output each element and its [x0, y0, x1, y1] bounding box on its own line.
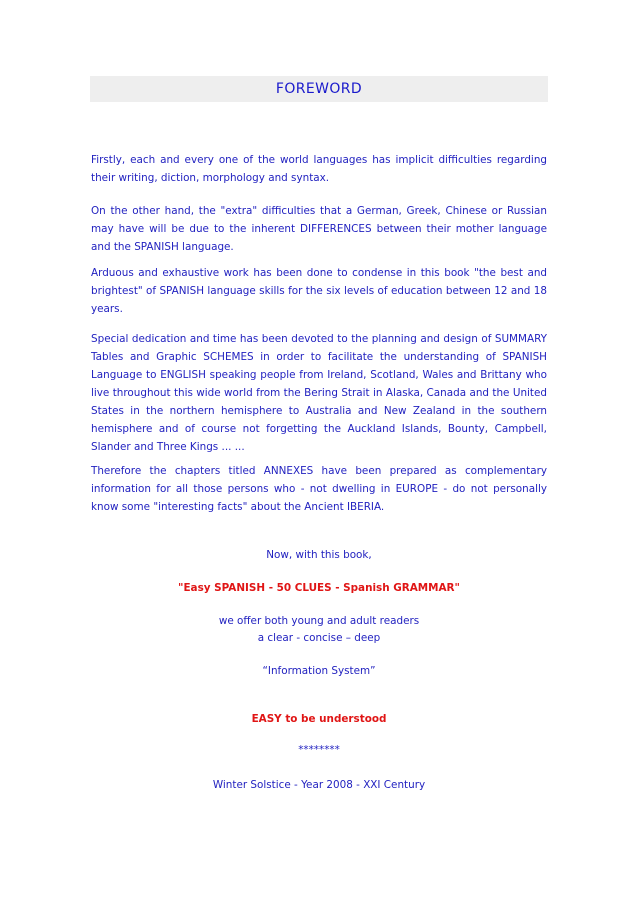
- book-title: "Easy SPANISH - 50 CLUES - Spanish GRAMMAR": [178, 582, 460, 594]
- easy-to-understand: EASY to be understood: [251, 713, 387, 725]
- paragraph-extra-difficulties: On the other hand, the "extra" difficulties that a German, Greek, Chinese or Russian may have will be due to the inherent DIFFERENCES between their mother language and the SPANISH language.: [91, 205, 547, 253]
- title-bar: [90, 76, 548, 102]
- page-title: FOREWORD: [275, 81, 363, 97]
- paragraph-languages-difficulties: Firstly, each and every one of the world languages has implicit difficulties regarding their writing, diction, morphology and syntax.: [91, 154, 547, 184]
- paragraph-arduous-work: Arduous and exhaustive work has been done to condense in this book "the best and brightest" of SPANISH language skills for the six levels of education between 12 and 18 years.: [91, 267, 547, 315]
- paragraph-special-dedication: Special dedication and time has been devoted to the planning and design of SUMMARY Tables and Graphic SCHEMES in order to facilitate the understanding of SPANISH Language to ENGLISH speaking people from Ireland, Scotland, Wales and Brittany who live throughout this wide world from the Bering Strait in Alaska, Canada and the United States in the northern hemisphere to Australia and New Zealand in the southern hemisphere and of course not forgetting the Auckland Islands, Bounty, Campbell, Slander and Three Kings ... ...: [91, 333, 547, 453]
- signature-line: Winter Solstice - Year 2008 - XXI Century: [212, 779, 426, 791]
- stars-separator: ********: [298, 744, 340, 756]
- information-system: “Information System”: [262, 665, 376, 677]
- paragraph-annexes: Therefore the chapters titled ANNEXES have been prepared as complementary information for all those persons who - not dwelling in EUROPE - do not personally know some "interesting facts" about the Ancient IBERIA.: [91, 465, 547, 513]
- offer-line-1: we offer both young and adult readers: [218, 615, 420, 627]
- closing-intro: Now, with this book,: [266, 549, 372, 561]
- offer-line-2: a clear - concise – deep: [257, 632, 381, 644]
